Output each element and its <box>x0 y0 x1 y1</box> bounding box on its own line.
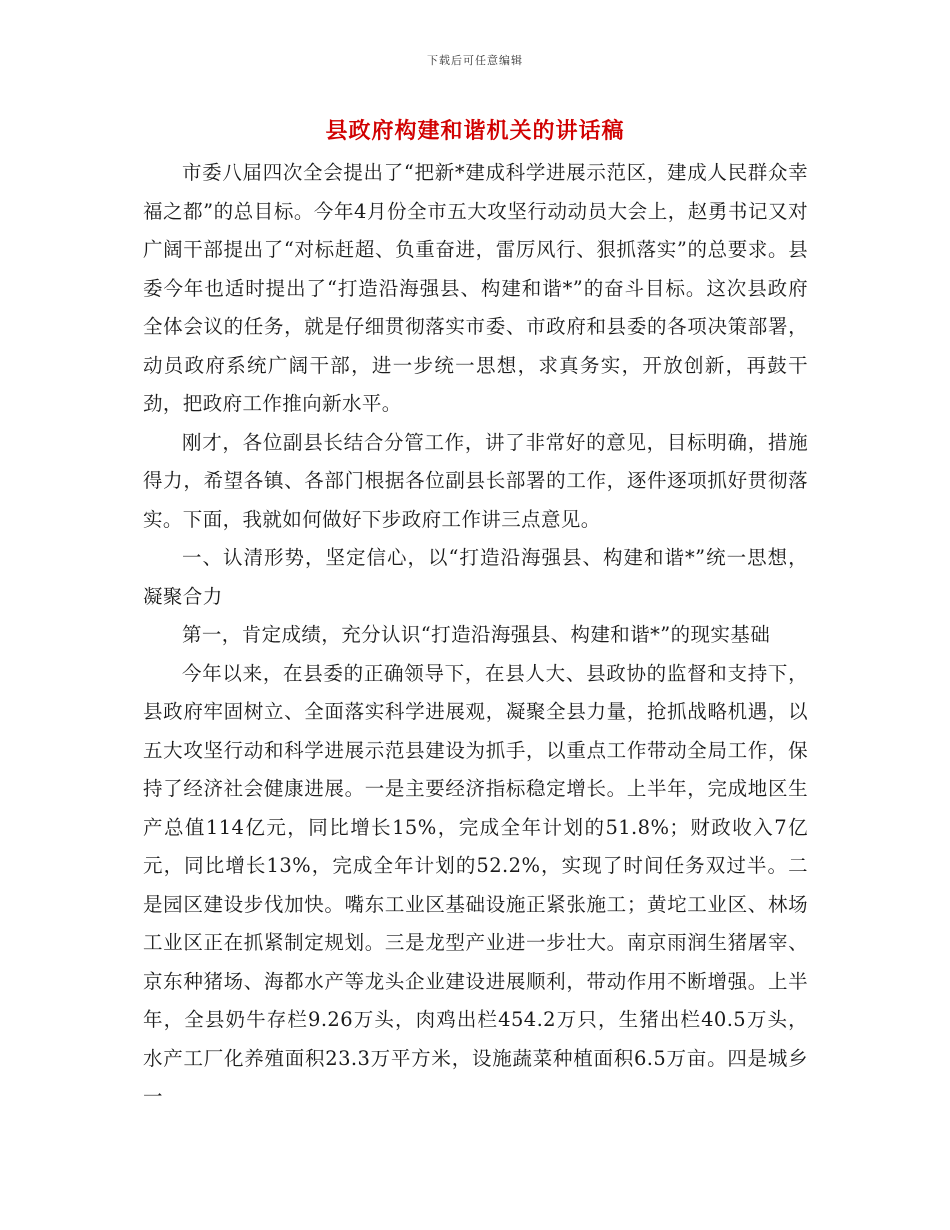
document-title: 县政府构建和谐机关的讲话稿 <box>325 118 625 144</box>
paragraph: 市委八届四次全会提出了“把新*建成科学进展示范区，建成人民群众幸福之都”的总目标。今年4月份全市五大攻坚行动动员大会上，赵勇书记又对广阔干部提出了“对标赶超、负重奋进，雷厉风行、狠抓落实”的总要求。县委今年也适时提出了“打造沿海强县、构建和谐*”的奋斗目标。这次县政府全体会议的任务，就是仔细贯彻落实市委、市政府和县委的各项决策部署，动员政府系统广阔干部，进一步统一思想，求真务实，开放创新，再鼓干劲，把政府工作推向新水平。 <box>143 161 808 415</box>
paragraph: 今年以来，在县委的正确领导下，在县人大、县政协的监督和支持下，县政府牢固树立、全面落实科学进展观，凝聚全县力量，抢抓战略机遇，以五大攻坚行动和科学进展示范县建设为抓手，以重点工作带动全局工作，保持了经济社会健康进展。一是主要经济指标稳定增长。上半年，完成地区生产总值114亿元，同比增长15%，完成全年计划的51.8%；财政收入7亿元，同比增长13%，完成全年计划的52.2%，实现了时间任务双过半。二是园区建设步伐加快。嘴东工业区基础设施正紧张施工；黄坨工业区、林场工业区正在抓紧制定规划。三是龙型产业进一步壮大。南京雨润生猪屠宰、京东种猪场、海都水产等龙头企业建设进展顺利，带动作用不断增强。上半年，全县奶牛存栏9.26万头，肉鸡出栏454.2万只，生猪出栏40.5万头，水产工厂化养殖面积23.3万平方米，设施蔬菜种植面积6.5万亩。四是城乡一 <box>143 661 808 1108</box>
header-note: 下载后可任意编辑 <box>427 54 523 67</box>
paragraph: 刚才，各位副县长结合分管工作，讲了非常好的意见，目标明确，措施得力，希望各镇、各部门根据各位副县长部署的工作，逐件逐项抓好贯彻落实。下面，我就如何做好下步政府工作讲三点意见。 <box>143 430 808 531</box>
document-body <box>143 154 808 1117</box>
subsection-heading: 第一，肯定成绩，充分认识“打造沿海强县、构建和谐*”的现实基础 <box>182 623 771 646</box>
section-heading: 一、认清形势，坚定信心，以“打造沿海强县、构建和谐*”统一思想，凝聚合力 <box>143 546 808 608</box>
